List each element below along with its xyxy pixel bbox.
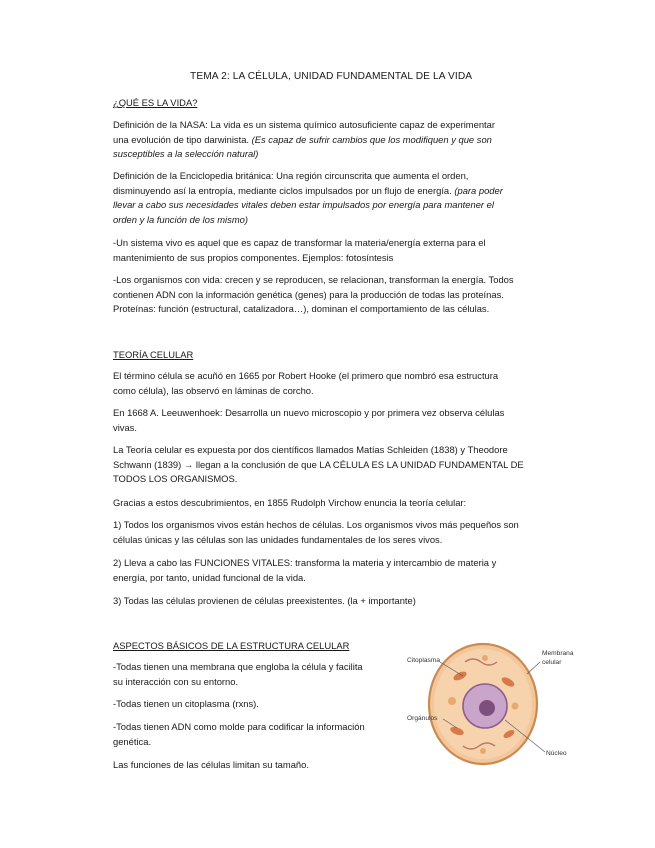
page-title: TEMA 2: LA CÉLULA, UNIDAD FUNDAMENTAL DE LA VIDA (190, 71, 473, 82)
paragraph-leeuwenhoek (113, 406, 543, 435)
section-heading-aspectos-basicos: ASPECTOS BÁSICOS DE LA ESTRUCTURA CELULAR (113, 640, 350, 651)
section-heading-que-es-la-vida: ¿QUÉ ES LA VIDA? (113, 97, 198, 108)
paragraph-tamano (113, 758, 403, 773)
label-nucleo: Núcleo (546, 750, 567, 757)
text-line: vivas. (113, 421, 137, 433)
cell-diagram-svg (405, 636, 574, 771)
text-line: Las funciones de las células limitan su tamaño. (113, 759, 309, 770)
text-line: disminuyendo así la entropía, mediante ciclos impulsados por un flujo de energía. (para poder (113, 184, 503, 196)
paragraph-adn (113, 720, 403, 749)
paragraph-citoplasma (113, 697, 403, 712)
paragraph-schleiden-schwann (113, 443, 543, 487)
label-citoplasma: Citoplasma (407, 657, 440, 664)
vesicle (448, 697, 456, 705)
nucleolus (479, 700, 495, 716)
text-line: orden y la función de los mismo) (113, 213, 248, 225)
text-line: Schwann (1839) → llegan a la conclusión de que LA CÉLULA ES LA UNIDAD FUNDAMENTAL DE (113, 458, 524, 470)
text-line: su interacción con su entorno. (113, 675, 239, 687)
text-line: El término célula se acuñó en 1665 por Robert Hooke (el primero que nombró esa estructura (113, 370, 499, 381)
paragraph-virchow (113, 496, 543, 511)
text-line: susceptibles a la selección natural) (113, 148, 259, 160)
paragraph-organismos-con-vida (113, 273, 543, 317)
text-line: La Teoría celular es expuesta por dos científicos llamados Matías Schleiden (1838) y Theodore (113, 444, 508, 455)
vesicle (512, 703, 519, 710)
text-line: llevar a cabo sus necesidades vitales deben estar impulsados por energía para mantener el (113, 199, 494, 211)
leader-line (527, 662, 540, 674)
text-line: genética. (113, 735, 152, 747)
text-line: En 1668 A. Leeuwenhoek: Desarrolla un nuevo microscopio y por primera vez observa células (113, 407, 505, 418)
paragraph-nasa-definition (113, 118, 543, 162)
section-heading-teoria-celular: TEORÍA CELULAR (113, 349, 194, 360)
paragraph-postulado-2 (113, 556, 543, 585)
text-line: 3) Todas las células provienen de células preexistentes. (la + importante) (113, 595, 416, 606)
text-line: Definición de la Enciclopedia británica: Una región circunscrita que aumenta el orden, (113, 170, 469, 181)
text-line: 1) Todos los organismos vivos están hechos de células. Los organismos vivos más pequeños son (113, 519, 519, 530)
paragraph-britannica-definition (113, 169, 543, 227)
text-line: como célula), las observó en láminas de corcho. (113, 384, 314, 396)
label-organulos: Orgánulos (407, 715, 438, 722)
paragraph-sistema-vivo (113, 236, 543, 265)
paragraph-robert-hooke (113, 369, 543, 398)
text-line: Proteínas: función (estructural, catalizadora…), dominan el comportamiento de las células. (113, 303, 490, 315)
text-line: -Los organismos con vida: crecen y se reproducen, se relacionan, transforman la energía. Todos (113, 274, 514, 285)
paragraph-postulado-1 (113, 518, 543, 547)
text-line: -Todas tienen un citoplasma (rxns). (113, 698, 259, 709)
paragraph-postulado-3 (113, 594, 543, 609)
text-line: -Un sistema vivo es aquel que es capaz de transformar la materia/energía externa para el (113, 237, 486, 248)
text-line: Definición de la NASA: La vida es un sistema químico autosuficiente capaz de experimentar (113, 119, 495, 130)
text-line: -Todas tienen una membrana que engloba la célula y facilita (113, 661, 363, 672)
cell-diagram (405, 636, 574, 771)
text-line: energía, por tanto, unidad funcional de la vida. (113, 571, 306, 583)
vesicle (482, 655, 488, 661)
text-line: Gracias a estos descubrimientos, en 1855 Rudolph Virchow enuncia la teoría celular: (113, 497, 467, 508)
text-line: -Todas tienen ADN como molde para codificar la información (113, 721, 365, 732)
paragraph-membrana (113, 660, 403, 689)
text-line: mantenimiento de sus propios componentes. Ejemplos: fotosíntesis (113, 251, 394, 263)
text-line: células únicas y las células son las unidades fundamentales de los seres vivos. (113, 533, 443, 545)
text-line: contienen ADN con la información genética (genes) para la producción de todas las proteínas. (113, 288, 504, 300)
text-line: 2) Lleva a cabo las FUNCIONES VITALES: transforma la materia y intercambio de materia y (113, 557, 497, 568)
label-membrana-celular: celular (542, 659, 562, 666)
label-membrana: Membrana (542, 650, 574, 657)
text-line: TODOS LOS ORGANISMOS. (113, 473, 238, 485)
text-line: una evolución de tipo darwinista. (Es capaz de sufrir cambios que los modifiquen y que son (113, 133, 492, 145)
vesicle (480, 748, 486, 754)
